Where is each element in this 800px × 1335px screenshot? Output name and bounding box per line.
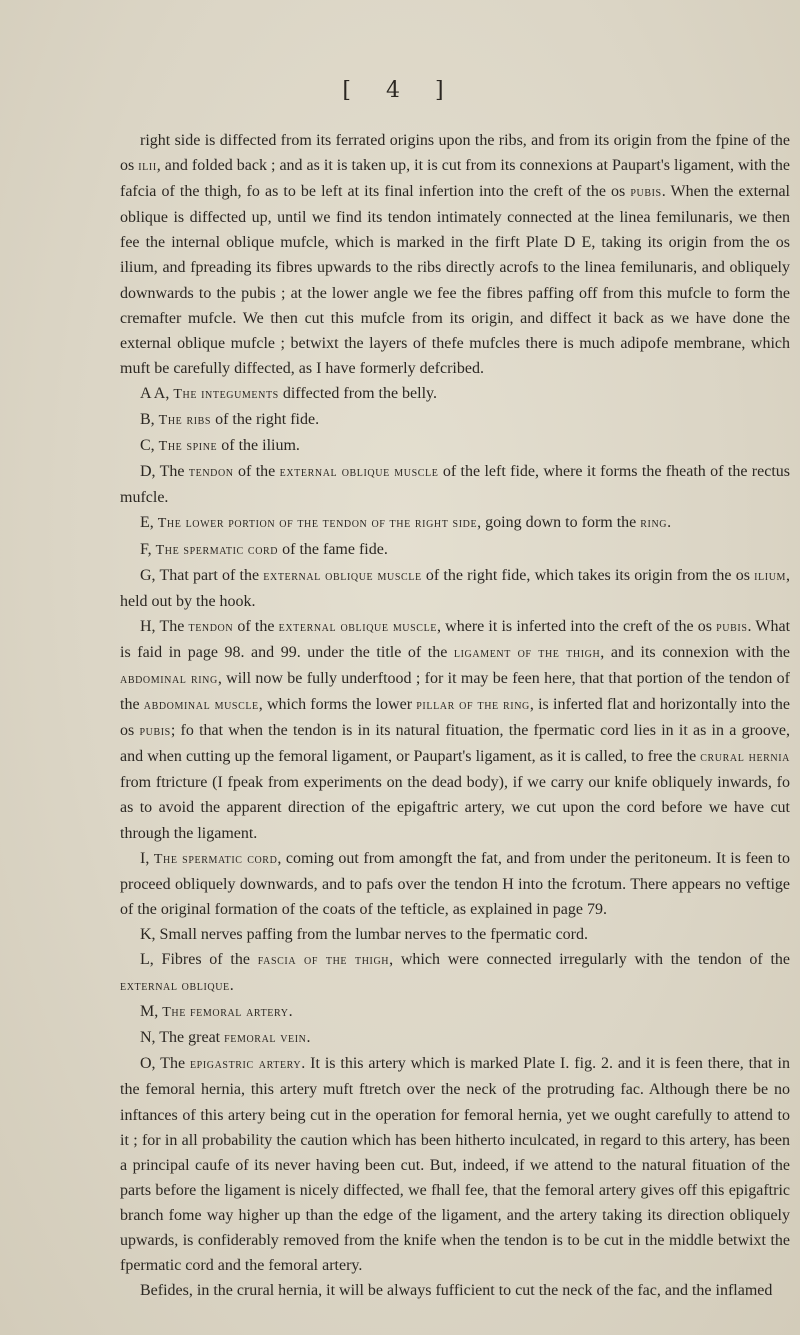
text-run: C, (140, 437, 159, 455)
small-caps-term: external oblique muscle (278, 619, 437, 635)
text-run: of the left fide, where it forms the fheath of the rectus mufcle. (120, 463, 791, 507)
text-run: right side is diffected from its ferrated origins upon the ribs, and from its origin from the fpine of the os (120, 132, 790, 175)
small-caps-term: The integuments (173, 386, 279, 402)
paragraph-p15 (120, 1051, 790, 1278)
text-run: of the fame fide. (278, 540, 388, 558)
text-run: , where it is inferted into the creft of the os (436, 617, 717, 635)
paragraph-p2 (120, 381, 790, 407)
text-run: , which forms the lower (258, 696, 417, 714)
paragraph-p6 (120, 510, 790, 536)
page-number: [ 4 ] (342, 78, 458, 103)
paragraph-p11 (120, 922, 790, 947)
small-caps-term: femoral vein (224, 1031, 307, 1047)
text-run: O, The (140, 1055, 190, 1073)
small-caps-term: crural hernia (700, 750, 790, 766)
text-run: , and its connexion with the (600, 643, 791, 661)
text-run: , coming out from amongft the fat, and from under the peritoneum. It is feen to proceed obliquely downwards, and to pafs over the tendon H into the fcrotum. There appears no veftige of the original formation of the coats of the tefticle, as explained in page 79. (120, 849, 791, 918)
paragraph-p5 (120, 459, 790, 510)
paragraph-p12 (120, 947, 790, 999)
text-run: L, Fibres of the (140, 951, 258, 968)
small-caps-term: external oblique muscle (263, 568, 422, 584)
text-run: from ftricture (I fpeak from experiments on the dead body), if we carry our knife obliquely inwards, fo as to avoid the apparent direction of the epigaftric artery, we cut upon the cord before we have cut through the ligament. (120, 774, 790, 842)
paragraph-p16 (120, 1278, 790, 1303)
small-caps-term: fascia of the thigh (257, 953, 390, 968)
text-run: , held out by the hook. (120, 566, 791, 610)
small-caps-term: abdominal ring (120, 671, 218, 687)
text-run: of the ilium. (217, 437, 300, 455)
text-run: . When the external oblique is diffected up, until we find its tendon intimately connected at the linea femilunaris, we then fee the internal oblique mufcle, which is marked in the firft Plate D E, taking its origin from the os ilium, and fpreading its fibres upwards to the ribs directly acrofs to the linea femilunaris, and obliquely downwards to the pubis ; at the lower angle we fee the fibres paffing off from this mufcle to form the cremafter mufcle. We then cut this mufcle from its origin, and diffect it back as we have done the external oblique mufcle ; betwixt the layers of thefe mufcles there is much adipofe membrane, which muft be carefully diffected, as I have formerly defcribed. (120, 183, 790, 377)
text-run: of the right fide, which takes its origin from the os (421, 566, 755, 584)
paragraph-p1 (120, 128, 790, 381)
small-caps-term: ilium (754, 568, 787, 584)
text-run: , and folded back ; and as it is taken up, it is cut from its connexions at Paupart's ligament, with the fafcia of the thigh, fo as to be left at its final infertion into the creft of the os (120, 157, 790, 201)
text-run: , will now be fully underftood ; for it may be feen here, that that portion of the tendon of the (120, 669, 791, 714)
small-caps-term: The spermatic cord (155, 542, 279, 558)
small-caps-term: tendon (188, 465, 234, 481)
text-run: N, The great (140, 1029, 225, 1047)
text-run: . What is faid in page 98. and 99. under the title of the (120, 617, 791, 661)
small-caps-term: abdominal muscle (143, 698, 259, 714)
text-run: G, That part of the (140, 566, 264, 584)
small-caps-term: ilii (138, 159, 157, 175)
text-run: of the (233, 463, 280, 481)
small-caps-term: The femoral artery (162, 1005, 289, 1021)
text-run: B, (140, 411, 159, 429)
paragraph-p7 (120, 537, 790, 563)
text-run: ; fo that when the tendon is in its natural fituation, the fpermatic cord lies in it as in a groove, and when cutting up the femoral ligament, or Paupart's ligament, as it is called, to free the (120, 722, 791, 766)
text-run: , is inferted flat and horizontally into the os (120, 696, 791, 740)
text-run: . (306, 1029, 311, 1047)
paragraph-p10 (120, 846, 790, 922)
small-caps-term: pubis (630, 185, 662, 201)
text-run: Befides, in the crural hernia, it will be always fufficient to cut the neck of the fac, and the inflamed (140, 1282, 773, 1300)
text-run: H, The (140, 617, 189, 635)
text-run: E, (140, 514, 158, 532)
text-run: of the (233, 617, 279, 635)
small-caps-term: The spine (158, 439, 218, 455)
small-caps-term: pubis (139, 724, 171, 740)
text-run: . It is this artery which is marked Plate I. fig. 2. and it is feen there, that in the femoral hernia, this artery muft ftretch over the neck of the protruding fac. Although there be no inftances of this artery being cut in the operation for femoral hernia, yet we ought carefully to attend to it ; for in all probability the caution which has been hitherto inculcated, in regard to this artery, has been a principal caufe of its never having been cut. But, indeed, if we attend to the natural fituation of the parts before the ligament is nicely diffected, we fhall fee, that the femoral artery gives off this epigaftric branch fome way higher up than the edge of the ligament, and the artery taking its direction obliquely upwards, is confiderably removed from the knife when the tendon is to be cut in the middle betwixt the fpermatic cord and the femoral artery. (120, 1055, 790, 1275)
text-run: M, (140, 1003, 163, 1021)
small-caps-term: The ribs (158, 413, 212, 429)
text-run: , going down to form the (477, 514, 641, 532)
paragraph-p14 (120, 1025, 790, 1051)
text-run: A A, (140, 384, 174, 402)
small-caps-term: tendon (188, 619, 234, 635)
small-caps-term: The spermatic cord (153, 851, 278, 867)
text-run: D, The (140, 463, 189, 481)
text-run: . (288, 1003, 293, 1021)
small-caps-term: external oblique (120, 979, 230, 995)
text-run: K, Small nerves paffing from the lumbar nerves to the fpermatic cord. (140, 925, 589, 943)
paragraph-p4 (120, 433, 790, 459)
text-run: , which were connected irregularly with the tendon of the (389, 951, 790, 968)
body-text (120, 128, 790, 1303)
small-caps-term: ligament of the thigh (453, 645, 601, 661)
small-caps-term: pillar of the ring (416, 698, 530, 714)
small-caps-term: external oblique muscle (279, 465, 439, 481)
text-run: . (667, 514, 672, 532)
text-run: I, (140, 849, 154, 867)
paragraph-p9 (120, 614, 790, 846)
small-caps-term: The lower portion of the tendon of the right side (157, 516, 478, 532)
paragraph-p13 (120, 999, 790, 1025)
text-run: F, (140, 540, 156, 558)
text-run: of the right fide. (211, 411, 320, 429)
paragraph-p8 (120, 563, 790, 614)
text-run: diffected from the belly. (278, 384, 438, 402)
small-caps-term: epigastric artery (189, 1057, 302, 1073)
small-caps-term: pubis (716, 619, 748, 635)
paragraph-p3 (120, 407, 790, 433)
small-caps-term: ring (640, 516, 668, 532)
text-run: . (229, 977, 234, 995)
